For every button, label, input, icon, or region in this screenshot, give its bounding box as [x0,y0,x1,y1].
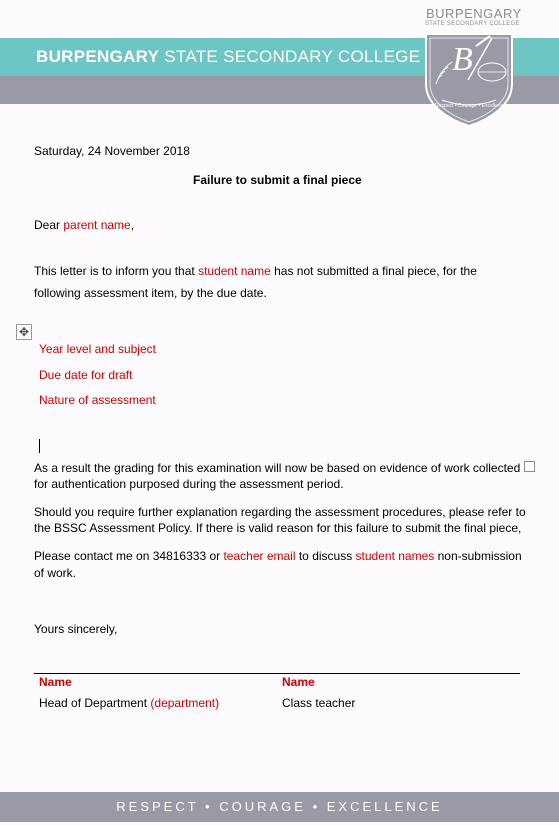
college-crest-logo [422,32,516,128]
hod-name-field[interactable]: Name [39,675,72,689]
para1-text-a: This letter is to inform you that [34,264,199,278]
para4-text-b: to discuss [295,549,356,563]
paragraph-2-line-1: As a result the grading for this examination will now be based on evidence of work collected [34,461,521,475]
hod-role [39,696,219,710]
paragraph-2-line-2: for authentication purposed during the assessment period. [34,477,344,491]
text-cursor [39,439,40,453]
table-move-handle-icon[interactable]: ✥ [16,324,32,340]
greeting-suffix: , [130,218,135,232]
assessment-nature-field[interactable]: Nature of assessment [39,393,156,407]
letter-subject: Failure to submit a final piece [193,173,362,187]
letter-date: Saturday, 24 November 2018 [34,144,190,158]
para1-text-b: has not submitted a final piece, for the [270,264,477,278]
hod-role-text: Head of Department [39,696,151,710]
para4-text-c: non-submission [434,549,522,563]
paragraph-4-line-2: of work. [34,566,77,580]
footer-motto: RESPECT • COURAGE • EXCELLENCE [116,799,443,814]
crest-motto: • Respect • Courage • Excellence [432,103,506,109]
greeting-prefix: Dear [34,218,64,232]
student-names-field[interactable]: student names [355,549,435,563]
paragraph-3-line-2: the BSSC Assessment Policy. If there is valid reason for this failure to submit the final piece, [34,521,522,535]
paragraph-3-line-1: Should you require further explanation regarding the assessment procedures, please refer to [34,505,526,519]
teacher-role: Class teacher [282,696,356,710]
signature-line [34,673,520,674]
department-field[interactable]: (department) [150,696,220,710]
college-title [36,47,420,67]
greeting [34,218,134,232]
para4-text-a: Please contact me on 34816333 or [34,549,224,563]
college-title-bold: BURPENGARY [36,47,160,66]
teacher-email-field[interactable]: teacher email [223,549,296,563]
year-level-field[interactable]: Year level and subject [39,342,156,356]
brand-subtitle: STATE SECONDARY COLLEGE [425,21,520,27]
svg-text:B: B [452,41,473,78]
paragraph-1-line-2: following assessment item, by the due date. [34,286,267,300]
college-title-rest: STATE SECONDARY COLLEGE [159,47,421,66]
checkbox[interactable] [524,461,535,472]
parent-name-field[interactable]: parent name [63,218,131,232]
student-name-field[interactable]: student name [198,264,271,278]
paragraph-1-line-1 [34,264,477,278]
due-date-field[interactable]: Due date for draft [39,368,133,382]
teacher-name-field[interactable]: Name [282,675,315,689]
brand-name: BURPENGARY [426,6,522,21]
closing: Yours sincerely, [34,622,118,636]
paragraph-4-line-1 [34,549,522,563]
